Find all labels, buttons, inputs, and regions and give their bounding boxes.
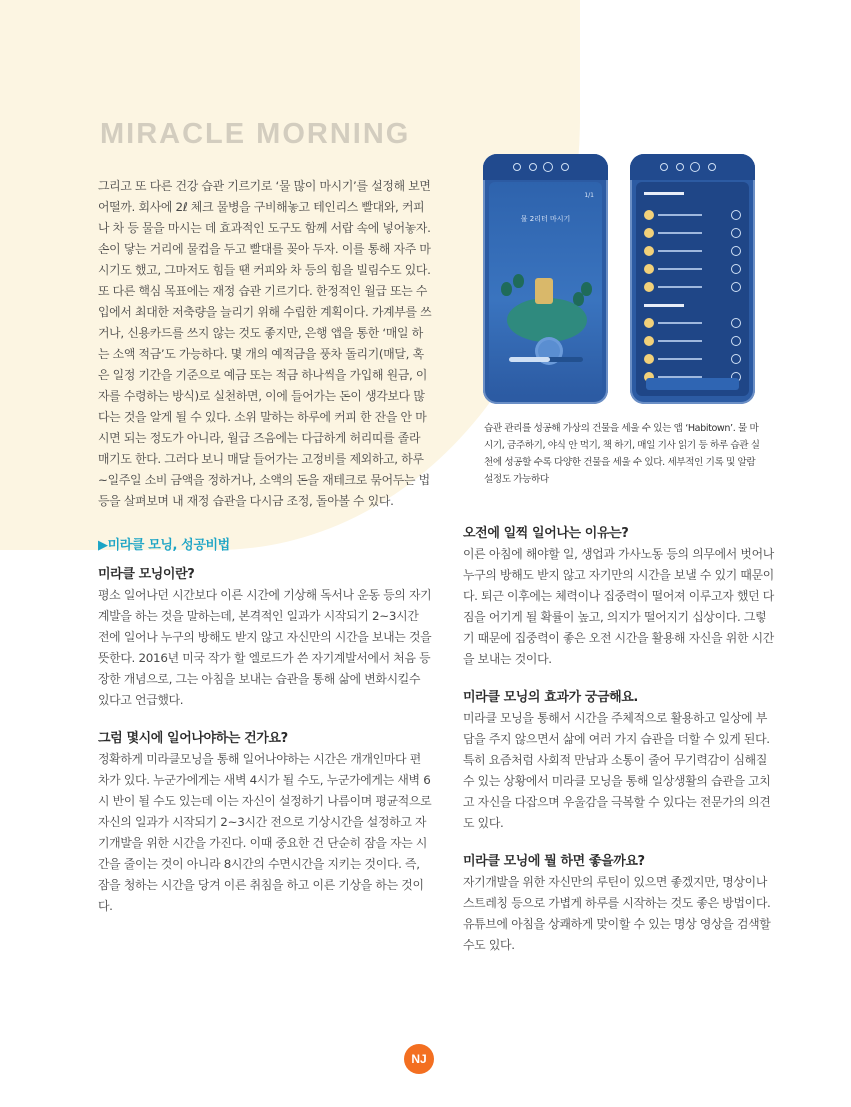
- app-screenshot-habit: [483, 154, 608, 404]
- app-screenshot-list: [630, 154, 755, 404]
- question-5-body: 자기개발을 위한 자신만의 루틴이 있으면 좋겠지만, 명상이나 스트레칭 등으로 가볍게 하루를 시작하는 것도 좋은 방법이다. 유튜브에 아침을 상쾌하게 맞이할 수 있는 명상 영상을 검색할 수도 있다.: [463, 875, 771, 952]
- habit-progress: [509, 357, 583, 362]
- question-2-title: 그럼 몇시에 일어나야하는 건가요?: [98, 731, 288, 746]
- right-column: [463, 524, 775, 956]
- finance-paragraph: 또 다른 핵심 목표에는 재정 습관 기르기다. 한정적인 월급 또는 수입에서 최대한 저축량을 늘리기 위해 수립한 계획이다. 가계부를 쓰거나, 신용카드를 쓰지 않는 것도 좋지만, 은행 앱을 통한 ‘매일 하는 소액 적금’도 가능하다. 몇 개의 예적금을 풍차 돌리기(매달, 혹은 일정 기간을 기준으로 예금 또는 적금 하나씩을 가입해 원금, 이자를 수령하는 방식)로 실천하면, 이에 들어가는 돈이 생각보다 많다는 것을 알게 될 수 있다. 소위 말하는 하루에 커피 한 잔을 안 마시면 되는 정도가 아니라, 월급 즈음에는 다급하게 허리띠를 졸라 매기도 한다. 그러다 보니 매달 들어가는 고정비를 제외하고, 하루~일주일 소비 금액을 정하거나, 소액의 돈을 재테크로 묶어두는 법 등을 살펴보며 내 재정 습관을 다시금 조정, 돌아볼 수 있다.: [98, 284, 432, 508]
- question-3-title: 오전에 일찍 일어나는 이유는?: [463, 526, 629, 541]
- publisher-logo: NJ: [404, 1044, 434, 1074]
- island-illustration: [507, 298, 587, 342]
- question-4-body: 미라클 모닝을 통해서 시간을 주체적으로 활용하고 일상에 부담을 주지 않으면서 삶에 여러 가지 습관을 더할 수 있게 된다. 특히 요즘처럼 사회적 만남과 소통이 줄어 무기력감이 심해질 수 있는 상황에서 미라클 모닝을 통해 일상생활의 습관을 고치고 자신을 다잡으며 우울감을 극복할 수 있다는 전문가의 의견도 있다.: [463, 711, 771, 830]
- question-5-title: 미라클 모닝에 뭘 하면 좋을까요?: [463, 854, 645, 869]
- habit-title: 물 2리터 마시기: [520, 215, 571, 223]
- question-2-body: 정확하게 미라클모닝을 통해 일어나야하는 시간은 개개인마다 편차가 있다. 누군가에게는 새벽 4시가 될 수도, 누군가에게는 새벽 6시 반이 될 수도 있는데 이는 자신이 설정하기 나름이며 평균적으로 자신의 일과가 시작되기 2~3시간 전으로 기상시간을 설정하고 자기개발을 위한 시간을 가진다. 이때 중요한 건 단순히 잠을 자는 시간을 줄이는 것이 아니라 8시간의 수면시간을 지키는 것이다. 즉, 잠을 청하는 시간을 당겨 이른 취침을 하고 이른 기상을 하는 것이다.: [98, 752, 432, 913]
- question-1-title: 미라클 모닝이란?: [98, 567, 195, 582]
- question-1-body: 평소 일어나던 시간보다 이른 시간에 기상해 독서나 운동 등의 자기 계발을 하는 것을 말하는데, 본격적인 일과가 시작되기 2~3시간 전에 일어나 누구의 방해도 받지 않고 자신만의 시간을 보내는 것을 뜻한다. 2016년 미국 작가 할 엘로드가 쓴 자기계발서에서 처음 등장한 개념으로, 그는 아침을 보내는 습관을 통해 삶에 변화시킬수 있다고 언급했다.: [98, 588, 432, 707]
- intro-paragraph: 그리고 또 다른 건강 습관 기르기로 ‘물 많이 마시기’를 설정해 보면 어떨까. 회사에 2ℓ 체크 물병을 구비해놓고 테인리스 빨대와, 커피나 차 등 물을 마시는 데 효과적인 도구도 함께 서랍 속에 넣어놓자. 손이 닿는 거리에 물컵을 두고 빨대를 꽂아 두자. 이를 통해 자주 마시기도 했고, 그마저도 힘들 땐 커피와 차 등의 힘을 빌림수도 있다.: [98, 179, 431, 277]
- left-column: [98, 176, 432, 917]
- page-title: MIRACLE MORNING: [100, 118, 411, 150]
- section-heading: ▶미라클 모닝, 성공비법: [98, 538, 230, 553]
- figure-caption: 습관 관리를 성공해 가상의 건물을 세울 수 있는 앱 ‘Habitown’. 물 마시기, 금주하기, 야식 안 먹기, 책 하기, 매일 기사 읽기 등 하루 습관 실천에 성공할 수록 다양한 건물을 세울 수 있다. 세부적인 기록 및 알람 설정도 가능하다: [484, 423, 760, 485]
- question-3-body: 이른 아침에 해야할 일, 생업과 가사노동 등의 의무에서 벗어나 누구의 방해도 받지 않고 자기만의 시간을 보낼 수 있기 때문이다. 퇴근 이후에는 체력이나 집중력이 떨어져 이루고자 했던 다짐을 어기게 될 확률이 높고, 의지가 떨어지기 십상이다. 그렇기 때문에 집중력이 좋은 오전 시간을 활용해 자신을 위한 시간을 보내는 것이다.: [463, 547, 774, 666]
- building-illustration: [535, 278, 553, 304]
- habit-date: 1/1: [584, 192, 594, 199]
- create-habit-button: [646, 378, 739, 390]
- question-4-title: 미라클 모닝의 효과가 궁금해요.: [463, 690, 638, 705]
